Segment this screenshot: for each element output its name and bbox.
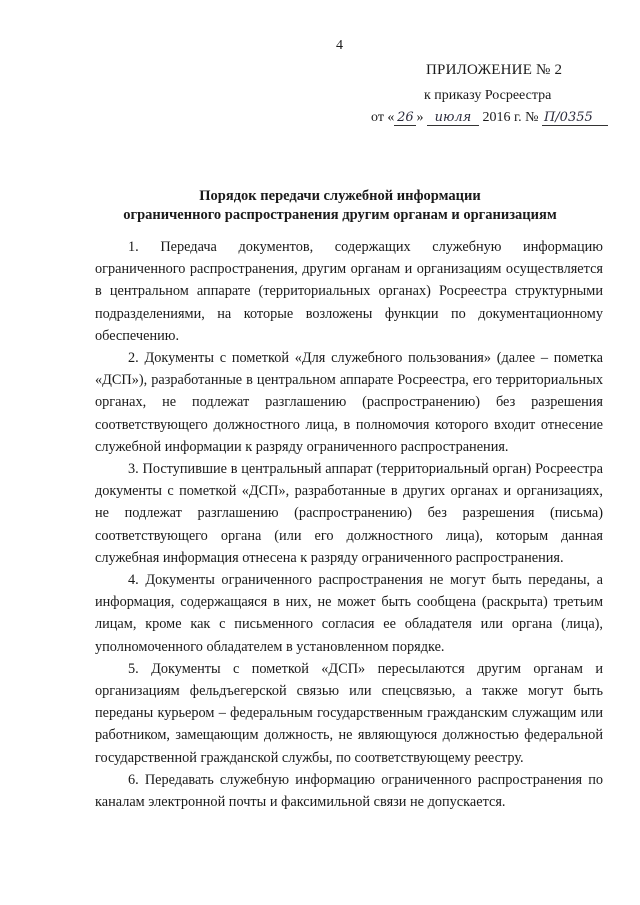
paragraph-2: 2. Документы с пометкой «Для служебного пользования» (далее – пометка «ДСП»), разработанные в центральном аппарате Росреестра, его территориальных органах, не подлежат разглашению (распространению) без разрешения соответствующего должностного лица, в полномочия которого входит отнесение служебной информации к разряду ограниченного распространения. <box>95 350 603 455</box>
paragraph-5: 5. Документы с пометкой «ДСП» пересылаются другим органам и организациям фельдъегерской связью или спецсвязью, а также могут быть переданы курьером – федеральным государственным гражданским служащим или работником, замещающим должность, не являющуюся должностью федеральной государственной гражданской службы, по соответствующему реестру. <box>95 660 603 766</box>
page-number: 4 <box>336 38 343 53</box>
order-date-line <box>371 110 608 126</box>
date-prefix: от « <box>371 110 395 125</box>
document-title <box>90 187 590 225</box>
paragraph-3: 3. Поступившие в центральный аппарат (территориальный орган) Росреестра документы с пометкой «ДСП», разработанные в других органах и организациях, не подлежат разглашению (распространению) без разрешения (письма) соответствующего органа (или его должностного лица), которым данная служебная информация отнесена к разряду ограниченного распространения. <box>95 461 603 566</box>
handwritten-order-number: П/0355 <box>542 111 608 126</box>
order-reference: к приказу Росреестра <box>424 88 552 103</box>
handwritten-day: 26 <box>394 111 416 126</box>
handwritten-month: июля <box>427 111 479 126</box>
document-body <box>95 236 603 813</box>
paragraph-1: 1. Передача документов, содержащих служебную информацию ограниченного распространения, другим органам и организациям осуществляется в центральном аппарате (территориальных органах) Росреестра структурными подразделениями, на которые возложены функции по документационному обеспечению. <box>95 239 603 344</box>
title-line-2: ограниченного распространения другим органам и организациям <box>123 207 557 223</box>
year-text: 2016 г. № <box>482 110 539 125</box>
appendix-heading: ПРИЛОЖЕНИЕ № 2 <box>426 62 563 78</box>
paragraph-6: 6. Передавать служебную информацию ограниченного распространения по каналам электронной почты и факсимильной связи не допускается. <box>95 771 603 811</box>
title-line-1: Порядок передачи служебной информации <box>199 188 481 204</box>
paragraph-4: 4. Документы ограниченного распространения не могут быть переданы, а информация, содержащаяся в них, не может быть сообщена (раскрыта) третьим лицам, кроме как с письменного согласия ее обладателя или органа (лица), уполномоченного обладателем в установленном порядке. <box>95 572 603 655</box>
date-mid: » <box>416 110 424 125</box>
